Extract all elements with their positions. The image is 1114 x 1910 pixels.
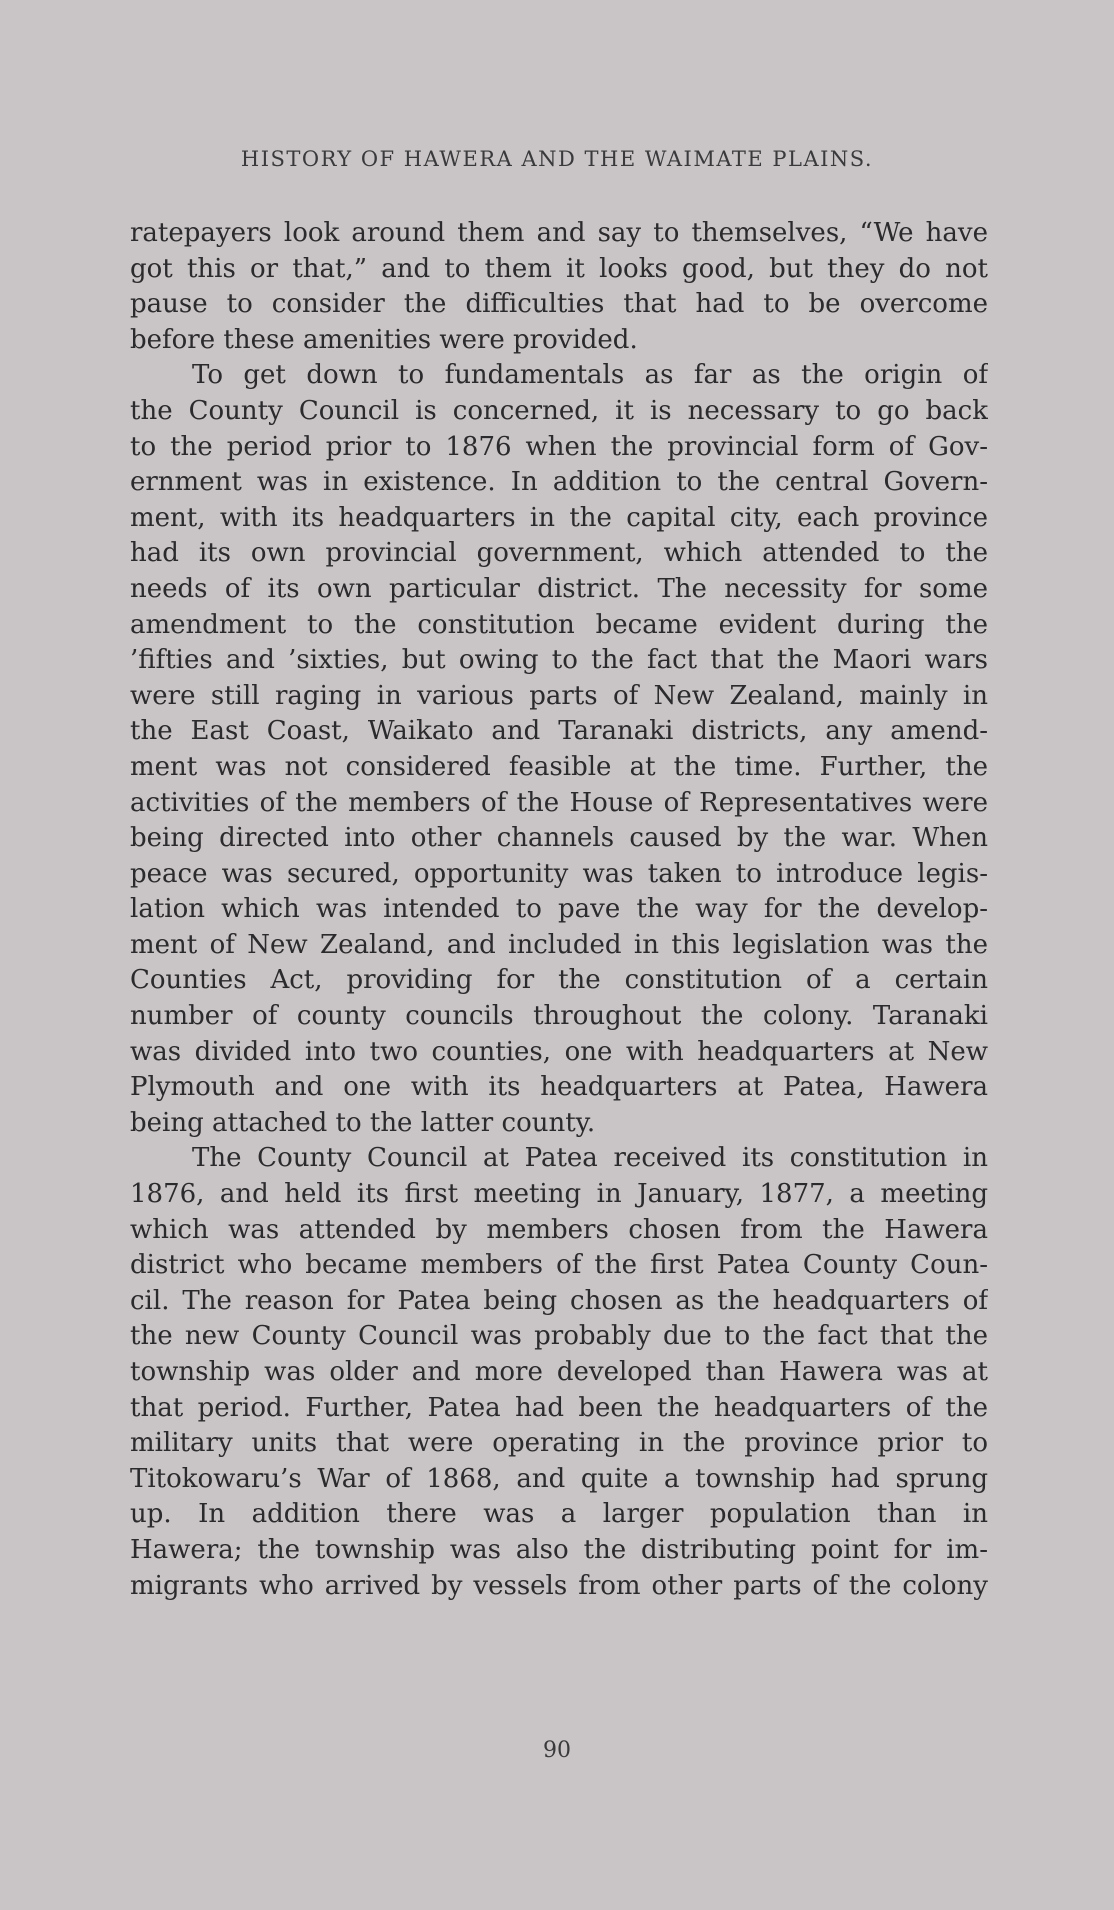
body-text: [130, 216, 988, 1604]
text-line: military units that were operating in the province prior to: [130, 1428, 988, 1459]
text-line: ernment was in existence. In addition to the central Govern-: [130, 467, 988, 498]
text-line: lation which was intended to pave the way for the develop-: [130, 894, 988, 925]
text-line: pause to consider the difficulties that had to be overcome: [130, 289, 988, 320]
text-line: being directed into other channels caused by the war. When: [130, 823, 988, 854]
text-line: The County Council at Patea received its constitution in: [192, 1143, 988, 1174]
text-line: the new County Council was probably due to the fact that the: [130, 1321, 988, 1352]
text-line: to the period prior to 1876 when the provincial form of Gov-: [130, 431, 988, 462]
text-line: ’fifties and ’sixties, but owing to the fact that the Maori wars: [130, 645, 988, 676]
text-line: 1876, and held its first meeting in January, 1877, a meeting: [130, 1179, 988, 1210]
text-line: Counties Act, providing for the constitution of a certain: [130, 965, 988, 996]
text-line: Plymouth and one with its headquarters at Patea, Hawera: [130, 1072, 988, 1103]
text-line: ment was not considered feasible at the time. Further, the: [130, 751, 988, 782]
text-line: the County Council is concerned, it is necessary to go back: [130, 395, 988, 426]
text-line: migrants who arrived by vessels from other parts of the colony: [130, 1570, 988, 1601]
text-line: which was attended by members chosen from the Hawera: [130, 1214, 988, 1245]
text-line: the East Coast, Waikato and Taranaki districts, any amend-: [130, 716, 988, 747]
text-line: ment, with its headquarters in the capital city, each province: [130, 502, 988, 533]
text-line: ratepayers look around them and say to themselves, “We have: [130, 218, 988, 248]
text-line: had its own provincial government, which attended to the: [130, 538, 988, 569]
text-line: activities of the members of the House of Representatives were: [130, 787, 988, 818]
text-line: To get down to fundamentals as far as the origin of: [192, 360, 988, 391]
text-line: got this or that,” and to them it looks good, but they do not: [130, 253, 988, 284]
text-line: peace was secured, opportunity was taken to introduce legis-: [130, 858, 988, 889]
text-line: that period. Further, Patea had been the headquarters of the: [130, 1392, 988, 1423]
text-line: up. In addition there was a larger population than in: [130, 1499, 988, 1530]
text-line: needs of its own particular district. The necessity for some: [130, 573, 988, 604]
running-header: HISTORY OF HAWERA AND THE WAIMATE PLAINS.: [240, 147, 874, 171]
text-line: number of county councils throughout the colony. Taranaki: [130, 1001, 988, 1032]
text-line: amendment to the constitution became evident during the: [130, 609, 988, 640]
text-line: township was older and more developed than Hawera was at: [130, 1357, 988, 1387]
text-line: ment of New Zealand, and included in this legislation was the: [130, 929, 988, 960]
text-line: being attached to the latter county.: [130, 1107, 596, 1138]
text-line: before these amenities were provided.: [130, 324, 638, 355]
text-line: Hawera; the township was also the distributing point for im-: [130, 1534, 988, 1565]
text-line: Titokowaru’s War of 1868, and quite a township had sprung: [130, 1463, 988, 1494]
text-line: were still raging in various parts of New Zealand, mainly in: [130, 680, 988, 711]
text-line: district who became members of the first Patea County Coun-: [130, 1250, 988, 1281]
text-line: was divided into two counties, one with headquarters at New: [130, 1036, 988, 1067]
page-number: 90: [543, 1738, 571, 1763]
text-line: cil. The reason for Patea being chosen as the headquarters of: [130, 1285, 988, 1316]
